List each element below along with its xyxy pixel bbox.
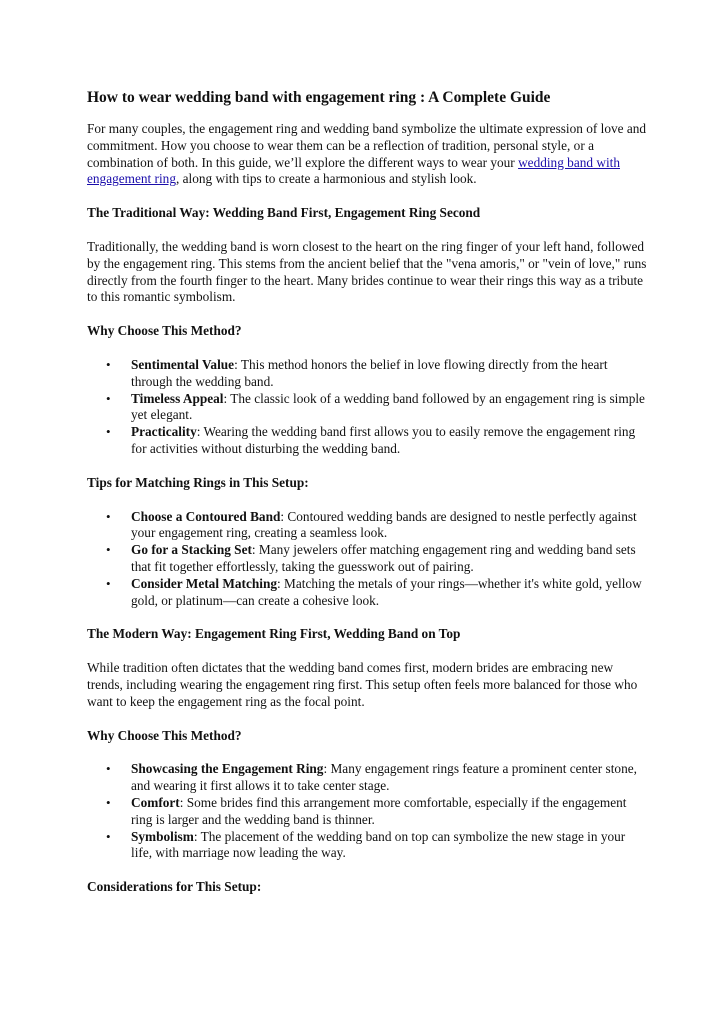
bullet-icon: • — [106, 356, 111, 372]
list-item-text: : Some brides find this arrangement more comfortable, especially if the engagement ring is larger and the wedding band is thinner. — [131, 794, 627, 827]
traditional-tips-heading: Tips for Matching Rings in This Setup: — [87, 474, 309, 490]
list-item — [87, 829, 647, 863]
intro-text-before: For many couples, the engagement ring and wedding band symbolize the ultimate expression of love and commitment. How you choose to wear them can be a reflection of tradition, personal style, or a combination of both. In this guide, we’ll explore the different ways to wear your — [87, 121, 647, 170]
modern-heading: The Modern Way: Engagement Ring First, Wedding Band on Top — [87, 626, 461, 642]
list-item-text: : Many engagement rings feature a prominent center stone, and wearing it first allows it to take center stage. — [131, 761, 637, 794]
list-item-text: : Wearing the wedding band first allows you to easily remove the engagement ring for activities without disturbing the wedding band. — [131, 424, 636, 456]
modern-why-list — [87, 761, 647, 862]
intro-paragraph — [87, 121, 647, 188]
bullet-icon: • — [106, 794, 111, 810]
bullet-icon: • — [106, 575, 111, 591]
list-item — [87, 509, 647, 543]
page-title: How to wear wedding band with engagement ring : A Complete Guide — [87, 89, 551, 106]
document-page — [87, 88, 647, 913]
bullet-icon: • — [106, 542, 111, 558]
bullet-icon: • — [106, 508, 111, 524]
list-item — [87, 576, 647, 610]
traditional-why-list — [87, 357, 647, 458]
bullet-icon: • — [106, 761, 111, 777]
modern-body: While tradition often dictates that the wedding band comes first, modern brides are embracing new trends, including wearing the engagement ring first. This setup often feels more balanced for those who want to keep the engagement ring as the focal point. — [87, 660, 638, 709]
intro-text-after: , along with tips to create a harmonious and stylish look. — [175, 171, 477, 187]
list-item — [87, 391, 647, 425]
list-item-term: Showcasing the Engagement Ring — [131, 761, 324, 777]
list-item — [87, 357, 647, 391]
list-item — [87, 542, 647, 576]
list-item-term: Timeless Appeal — [131, 390, 224, 406]
list-item-term: Consider Metal Matching — [131, 575, 278, 591]
traditional-heading: The Traditional Way: Wedding Band First, Engagement Ring Second — [87, 205, 481, 221]
list-item-term: Symbolism — [131, 828, 194, 844]
list-item-text: : Many jewelers offer matching engagement ring and wedding band sets that fit together effortlessly, taking the guesswork out of pairing. — [131, 542, 636, 574]
list-item-term: Go for a Stacking Set — [131, 542, 252, 558]
traditional-why-heading: Why Choose This Method? — [87, 323, 242, 339]
list-item-text: : This method honors the belief in love flowing directly from the heart through the wedding band. — [131, 356, 608, 389]
bullet-icon: • — [106, 390, 111, 406]
list-item-term: Choose a Contoured Band — [131, 508, 281, 524]
modern-why-heading: Why Choose This Method? — [87, 727, 242, 743]
wedding-band-link[interactable]: wedding band with engagement ring — [87, 154, 620, 187]
list-item — [87, 795, 647, 829]
traditional-tips-list — [87, 509, 647, 610]
list-item-text: : The placement of the wedding band on top can symbolize the new stage in your life, with marriage now leading the way. — [131, 828, 626, 861]
bullet-icon: • — [106, 424, 111, 440]
list-item-text: : Matching the metals of your rings—whether it's white gold, yellow gold, or platinum—can create a cohesive look. — [131, 575, 642, 608]
list-item-text: : Contoured wedding bands are designed to nestle perfectly against your engagement ring, creating a seamless look. — [131, 508, 637, 541]
list-item-text: : The classic look of a wedding band followed by an engagement ring is simple yet elegant. — [131, 390, 645, 423]
list-item-term: Practicality — [131, 424, 197, 440]
list-item — [87, 424, 647, 458]
list-item — [87, 761, 647, 795]
list-item-term: Comfort — [131, 794, 180, 810]
modern-considerations-heading: Considerations for This Setup: — [87, 879, 262, 895]
list-item-term: Sentimental Value — [131, 356, 235, 372]
traditional-body: Traditionally, the wedding band is worn closest to the heart on the ring finger of your left hand, followed by the engagement ring. This stems from the ancient belief that the "vena amoris," or "vein of love," runs directly from the fourth finger to the heart. Many brides continue to wear their rings this way as a tribute to this romantic symbolism. — [87, 238, 647, 305]
bullet-icon: • — [106, 828, 111, 844]
